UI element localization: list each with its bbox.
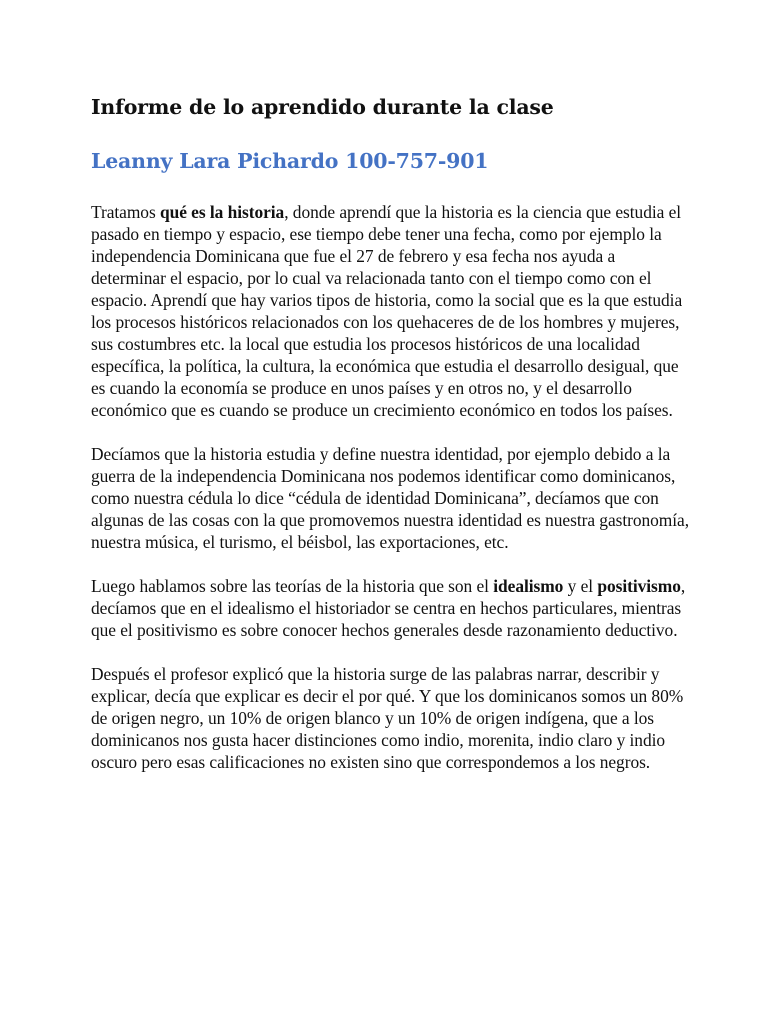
paragraph-1-segment: , donde aprendí que la historia es la ciencia que estudia el pasado en tiempo y espacio, ese tiempo debe tener una fecha, como por ejemplo la independencia Dominicana que fue el 27 de febrero y esa fecha nos ayuda a determinar el espacio, por lo cual va relacionada tanto con el tiempo como con el espacio. Aprendí que hay varios tipos de historia, como la social que es la que estudia los procesos históricos relacionados con los quehaceres de de los hombres y mujeres, sus costumbres etc. la local que estudia los procesos históricos de una localidad específica, la política, la cultura, la económica que estudia el desarrollo desigual, que es cuando la economía se produce en unos países y en otros no, y el desarrollo económico que es cuando se produce un crecimiento económico en todos los países.	[91, 202, 683, 420]
paragraph-2-segment: Decíamos que la historia estudia y define nuestra identidad, por ejemplo debido a la guerra de la independencia Dominicana nos podemos identificar como dominicanos, como nuestra cédula lo dice “cédula de identidad Dominicana”, decíamos que con algunas de las cosas con la que promovemos nuestra identidad es nuestra gastronomía, nuestra música, el turismo, el béisbol, las exportaciones, etc.	[91, 444, 690, 552]
paragraph-1	[91, 201, 691, 421]
paragraph-2	[91, 443, 691, 553]
paragraph-3-bold-term: idealismo	[493, 576, 564, 596]
author-line: Leanny Lara Pichardo 100-757-901	[91, 149, 489, 173]
paragraph-4-segment: Después el profesor explicó que la historia surge de las palabras narrar, describir y explicar, decía que explicar es decir el por qué. Y que los dominicanos somos un 80% de origen negro, un 10% de origen blanco y un 10% de origen indígena, que a los dominicanos nos gusta hacer distinciones como indio, morenita, indio claro y indio oscuro pero esas calificaciones no existen sino que correspondemos a los negros.	[91, 664, 684, 772]
paragraph-4	[91, 663, 691, 773]
document-body	[91, 201, 691, 773]
document-title: Informe de lo aprendido durante la clase	[91, 95, 554, 119]
paragraph-3	[91, 575, 691, 641]
paragraph-3-bold-term: positivismo	[597, 576, 681, 596]
paragraph-3-segment: , decíamos que en el idealismo el historiador se centra en hechos particulares, mientras que el positivismo es sobre conocer hechos generales desde razonamiento deductivo.	[91, 576, 686, 640]
document-page	[91, 92, 691, 795]
paragraph-3-segment: y el	[563, 576, 598, 596]
paragraph-3-segment: Luego hablamos sobre las teorías de la historia que son el	[91, 576, 494, 596]
paragraph-1-bold-term: qué es la historia	[159, 202, 285, 222]
paragraph-1-segment: Tratamos	[91, 202, 160, 222]
